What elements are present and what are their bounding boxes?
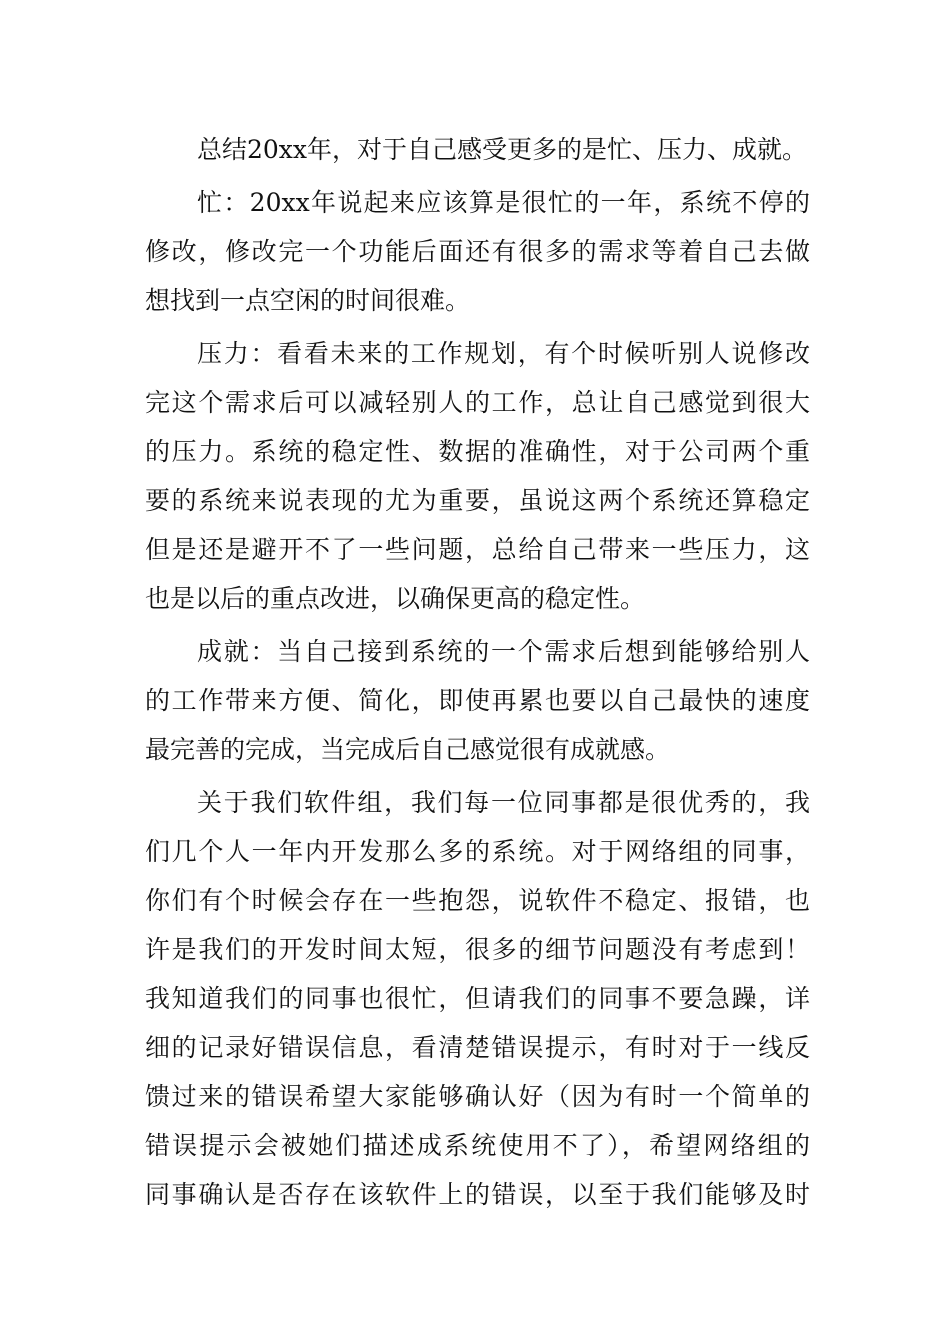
text-line: 忙：20xx年说起来应该算是很忙的一年，系统不停的 <box>197 188 810 217</box>
paragraph-busy <box>145 178 810 325</box>
text-line: 关于我们软件组，我们每一位同事都是很优秀的，我 <box>197 788 810 817</box>
text-line: 同事确认是否存在该软件上的错误，以至于我们能够及时 <box>145 1180 810 1209</box>
document-body <box>145 125 810 1223</box>
text-line: 也是以后的重点改进，以确保更高的稳定性。 <box>145 584 646 613</box>
paragraph-pressure <box>145 329 810 623</box>
text-line: 许是我们的开发时间太短，很多的细节问题没有考虑到！ <box>145 935 810 964</box>
text-line: 想找到一点空闲的时间很难。 <box>145 286 471 315</box>
text-line: 最完善的完成，当完成后自己感觉很有成就感。 <box>145 735 671 764</box>
text-line: 成就：当自己接到系统的一个需求后想到能够给别人 <box>197 637 810 666</box>
text-line: 馈过来的错误希望大家能够确认好（因为有时一个简单的 <box>145 1082 810 1111</box>
text-line: 的工作带来方便、简化，即使再累也要以自己最快的速度 <box>145 686 810 715</box>
text-line: 但是还是避开不了一些问题，总给自己带来一些压力，这 <box>145 535 810 564</box>
text-line: 错误提示会被她们描述成系统使用不了），希望网络组的 <box>145 1131 810 1160</box>
text-line: 总结20xx年，对于自己感受更多的是忙、压力、成就。 <box>197 135 808 164</box>
text-line: 修改，修改完一个功能后面还有很多的需求等着自己去做 <box>145 237 810 266</box>
text-line: 们几个人一年内开发那么多的系统。对于网络组的同事， <box>145 837 810 866</box>
paragraph-software-team <box>145 778 810 1219</box>
paragraph-achievement <box>145 627 810 774</box>
text-line: 要的系统来说表现的尤为重要，虽说这两个系统还算稳定 <box>145 486 810 515</box>
text-line: 的压力。系统的稳定性、数据的准确性，对于公司两个重 <box>145 437 810 466</box>
paragraph-summary <box>145 125 810 174</box>
text-line: 我知道我们的同事也很忙，但请我们的同事不要急躁，详 <box>145 984 810 1013</box>
text-line: 细的记录好错误信息，看清楚错误提示，有时对于一线反 <box>145 1033 810 1062</box>
text-line: 压力：看看未来的工作规划，有个时候听别人说修改 <box>197 339 810 368</box>
text-line: 完这个需求后可以减轻别人的工作，总让自己感觉到很大 <box>145 388 810 417</box>
text-line: 你们有个时候会存在一些抱怨，说软件不稳定、报错，也 <box>145 886 810 915</box>
